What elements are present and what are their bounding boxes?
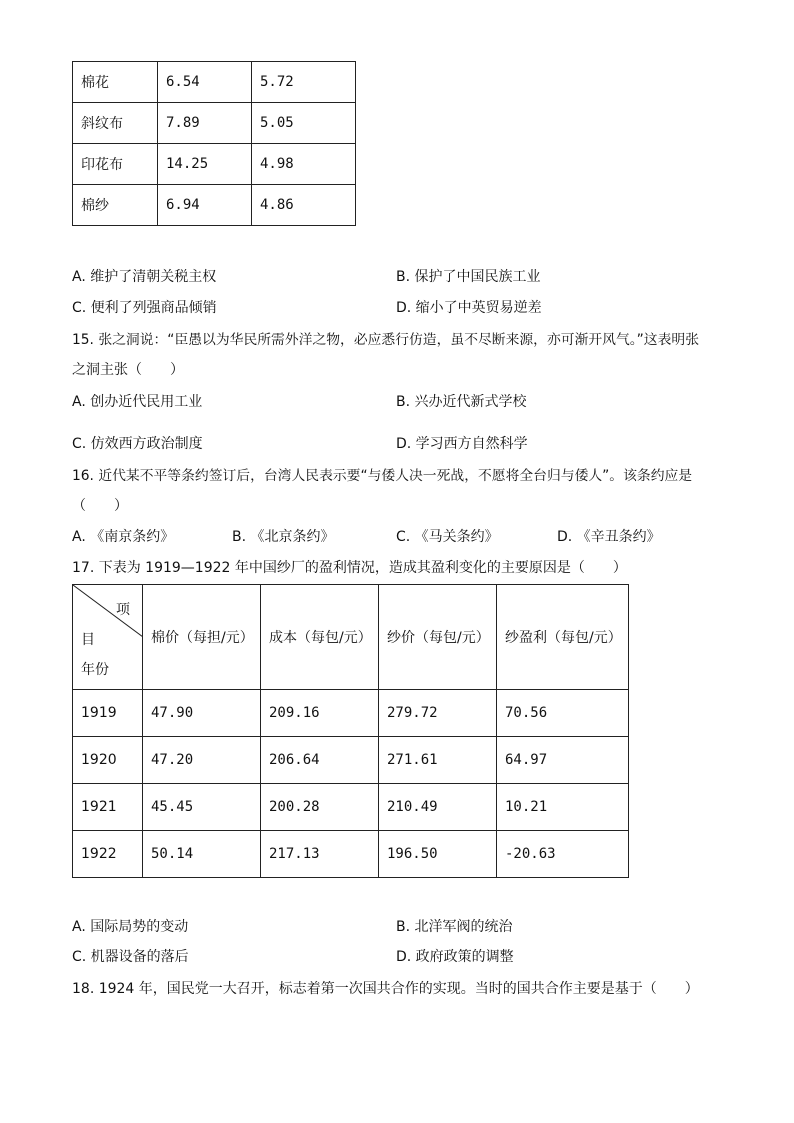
column-header: 棉价（每担/元） [143,585,261,690]
table-cell: 64.97 [497,737,629,784]
table-cell: 1919 [73,690,143,737]
q15-stem-line1: 15. 张之洞说：“臣愚以为华民所需外洋之物，必应悉行仿造，虽不尽断来源，亦可渐开风气。”这表明张 [72,332,699,348]
table-cell: 279.72 [379,690,497,737]
table-cell: 1920 [73,737,143,784]
corner-label-mid: 目 [81,632,95,648]
table-cell: 1922 [73,831,143,878]
table-cell: 206.64 [261,737,379,784]
q17-option-c: C. 机器设备的落后 [72,949,189,965]
q15-option-a: A. 创办近代民用工业 [72,394,203,410]
table-cell: 50.14 [143,831,261,878]
table-cell: 4.86 [252,185,356,226]
table-cell: 斜纹布 [73,103,158,144]
q14-option-c: C. 便利了列强商品倾销 [72,300,217,316]
table-cell: 5.05 [252,103,356,144]
table-cell: 47.20 [143,737,261,784]
q15-option-b: B. 兴办近代新式学校 [396,394,527,410]
table-cell: 5.72 [252,62,356,103]
column-header: 成本（每包/元） [261,585,379,690]
q14-option-a: A. 维护了清朝关税主权 [72,269,217,285]
table-row [73,144,356,185]
table-row [73,737,629,784]
table-cell: 200.28 [261,784,379,831]
corner-label-top: 项 [116,602,130,618]
q14-option-d: D. 缩小了中英贸易逆差 [396,300,542,316]
q16-option-a: A. 《南京条约》 [72,529,175,545]
table-row [73,784,629,831]
table-row [73,62,356,103]
table-row [73,185,356,226]
table-cell: 209.16 [261,690,379,737]
q14-option-b: B. 保护了中国民族工业 [396,269,541,285]
q16-option-c: C. 《马关条约》 [396,529,499,545]
q17-option-a: A. 国际局势的变动 [72,919,189,935]
column-header: 纱价（每包/元） [379,585,497,690]
q16-stem-line1: 16. 近代某不平等条约签订后，台湾人民表示要“与倭人决一死战，不愿将全台归与倭人”。该条约应是 [72,468,693,484]
table-cell: 棉纱 [73,185,158,226]
q18-stem: 18. 1924 年，国民党一大召开，标志着第一次国共合作的实现。当时的国共合作主要是基于（ ） [72,981,699,997]
table-cell: 10.21 [497,784,629,831]
table-cell: 印花布 [73,144,158,185]
table-cell: 210.49 [379,784,497,831]
table-cell: 4.98 [252,144,356,185]
q16-stem-line2: （ ） [72,498,128,514]
table-cell: 217.13 [261,831,379,878]
table-cell: 14.25 [158,144,252,185]
q17-option-d: D. 政府政策的调整 [396,949,514,965]
tariff-table [72,61,356,226]
table-cell: 棉花 [73,62,158,103]
table-cell: 45.45 [143,784,261,831]
table-cell: 196.50 [379,831,497,878]
table-cell: -20.63 [497,831,629,878]
column-header: 纱盈利（每包/元） [497,585,629,690]
q15-option-d: D. 学习西方自然科学 [396,436,528,452]
table-row [73,103,356,144]
table-header-row [73,585,629,690]
mill-profit-table [72,584,629,878]
table-cell: 6.94 [158,185,252,226]
q16-option-b: B. 《北京条约》 [232,529,335,545]
q17-stem: 17. 下表为 1919—1922 年中国纱厂的盈利情况，造成其盈利变化的主要原因是（ ） [72,560,627,576]
table-cell: 6.54 [158,62,252,103]
q15-option-c: C. 仿效西方政治制度 [72,436,203,452]
table-cell: 7.89 [158,103,252,144]
table-row [73,690,629,737]
q16-option-d: D. 《辛丑条约》 [557,529,661,545]
table-row [73,831,629,878]
q17-option-b: B. 北洋军阀的统治 [396,919,513,935]
q15-stem-line2: 之洞主张（ ） [72,362,184,378]
table-cell: 271.61 [379,737,497,784]
table-cell: 1921 [73,784,143,831]
table-cell: 47.90 [143,690,261,737]
corner-label-bottom: 年份 [81,662,109,678]
table-cell: 70.56 [497,690,629,737]
table-corner-cell [73,585,143,690]
